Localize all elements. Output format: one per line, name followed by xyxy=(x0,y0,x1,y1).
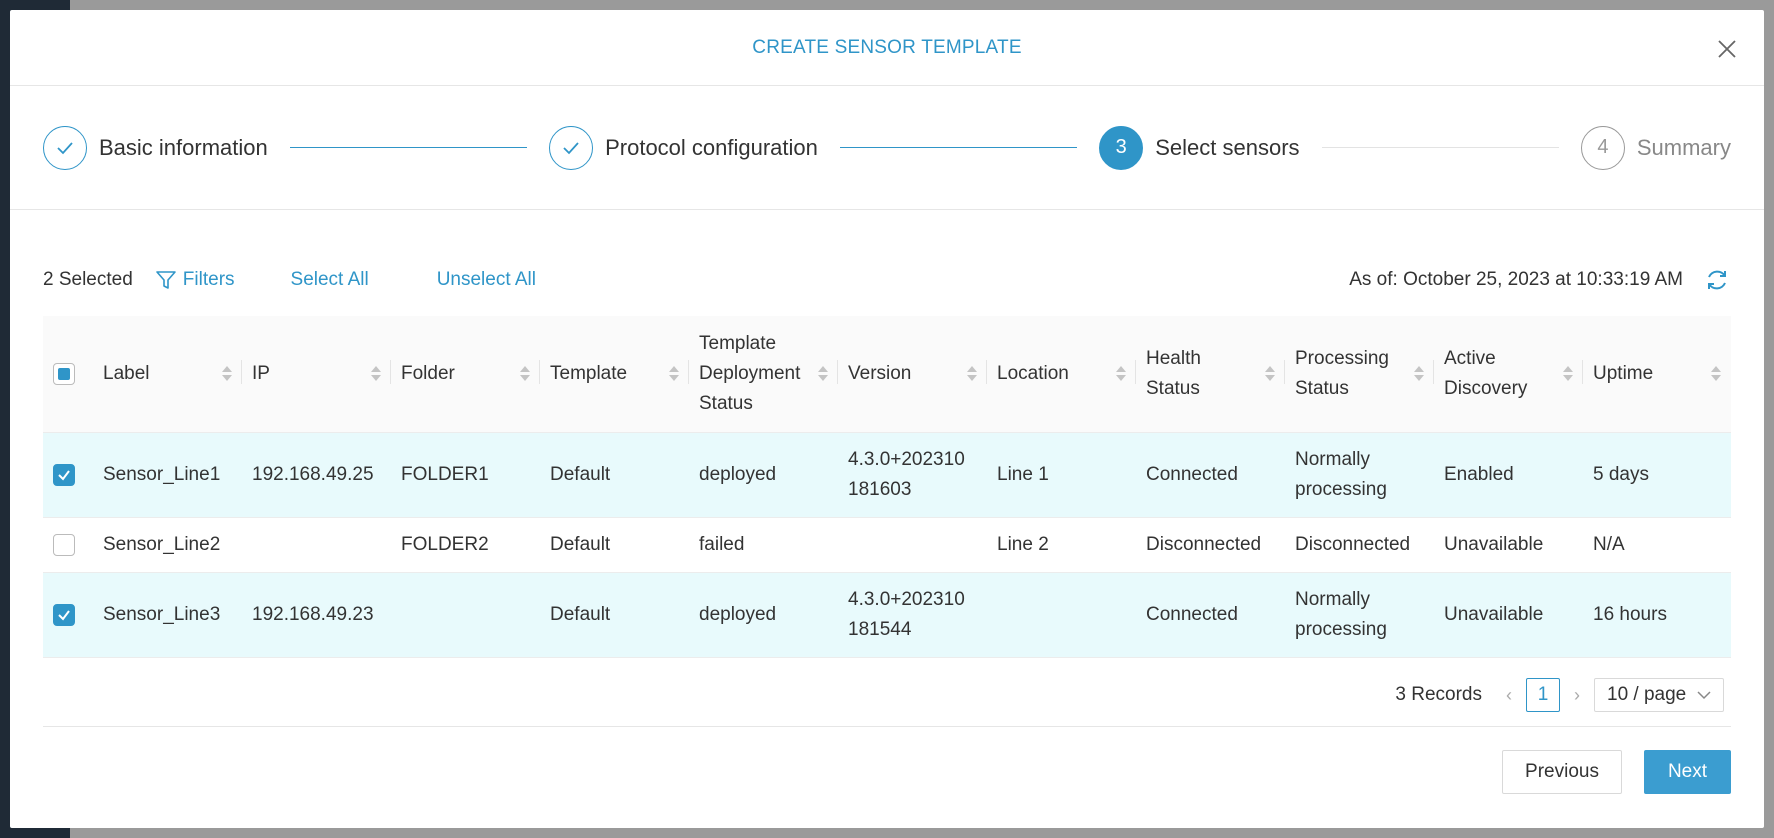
table-row[interactable] xyxy=(43,432,1731,517)
filters-button[interactable] xyxy=(155,269,235,291)
step-connector xyxy=(840,147,1077,149)
footer-divider xyxy=(43,726,1731,727)
column-header-processing-status[interactable]: Processing Status xyxy=(1285,316,1434,432)
cell-label: Sensor_Line3 xyxy=(93,572,242,657)
cell-uptime: 5 days xyxy=(1583,432,1731,517)
cell-deployment-status: deployed xyxy=(689,432,838,517)
table-row[interactable] xyxy=(43,517,1731,572)
cell-health-status: Connected xyxy=(1136,432,1285,517)
sort-icon xyxy=(1265,366,1275,381)
cell-location: Line 2 xyxy=(987,517,1136,572)
cell-processing-status: Disconnected xyxy=(1285,517,1434,572)
cell-location xyxy=(987,572,1136,657)
cell-ip: 192.168.49.25 xyxy=(242,432,391,517)
cell-active-discovery: Enabled xyxy=(1434,432,1583,517)
sort-icon xyxy=(669,366,679,381)
sort-icon xyxy=(222,366,232,381)
column-header-folder[interactable]: Folder xyxy=(391,316,540,432)
step-protocol-configuration xyxy=(549,126,818,170)
create-sensor-template-modal xyxy=(10,10,1764,828)
cell-ip xyxy=(242,517,391,572)
selected-count: 2 Selected xyxy=(43,269,133,290)
cell-deployment-status: failed xyxy=(689,517,838,572)
page-size-select[interactable] xyxy=(1594,678,1724,712)
cell-template: Default xyxy=(540,572,689,657)
refresh-button[interactable] xyxy=(1703,266,1731,294)
as-of-timestamp: As of: October 25, 2023 at 10:33:19 AM xyxy=(1349,269,1683,290)
cell-template: Default xyxy=(540,432,689,517)
previous-button[interactable]: Previous xyxy=(1502,750,1622,794)
cell-processing-status: Normally processing xyxy=(1285,572,1434,657)
close-icon xyxy=(1717,39,1737,59)
step-label: Protocol configuration xyxy=(605,134,818,160)
step-summary xyxy=(1581,126,1731,170)
pagination xyxy=(1395,678,1724,712)
stepper xyxy=(10,86,1764,210)
header-checkbox-cell xyxy=(43,316,93,432)
sort-icon xyxy=(1116,366,1126,381)
page-number-button[interactable]: 1 xyxy=(1526,678,1560,712)
modal-header xyxy=(10,10,1764,86)
check-icon xyxy=(56,607,72,623)
step-label: Basic information xyxy=(99,134,268,160)
cell-folder: FOLDER1 xyxy=(391,432,540,517)
row-checkbox[interactable] xyxy=(53,534,75,556)
step-connector xyxy=(290,147,527,149)
table-row[interactable] xyxy=(43,572,1731,657)
cell-location: Line 1 xyxy=(987,432,1136,517)
sort-icon xyxy=(371,366,381,381)
chevron-down-icon xyxy=(1697,690,1711,700)
sort-icon xyxy=(818,366,828,381)
filter-icon xyxy=(155,269,177,291)
row-checkbox[interactable] xyxy=(53,464,75,486)
cell-ip: 192.168.49.23 xyxy=(242,572,391,657)
next-page-chevron-right-icon[interactable]: › xyxy=(1574,684,1580,705)
table-toolbar xyxy=(43,260,1731,300)
column-header-health-status[interactable]: Health Status xyxy=(1136,316,1285,432)
step-select-sensors xyxy=(1099,126,1299,170)
modal-title: CREATE SENSOR TEMPLATE xyxy=(752,36,1022,58)
sort-icon xyxy=(1563,366,1573,381)
step-number: 3 xyxy=(1099,126,1143,170)
cell-label: Sensor_Line1 xyxy=(93,432,242,517)
cell-version: 4.3.0+202310 181603 xyxy=(838,432,987,517)
close-button[interactable] xyxy=(1710,32,1744,66)
column-header-location[interactable]: Location xyxy=(987,316,1136,432)
refresh-icon xyxy=(1704,267,1730,293)
step-label: Select sensors xyxy=(1155,134,1300,160)
column-header-deployment-status[interactable]: Template Deployment Status xyxy=(689,316,838,432)
column-header-ip[interactable]: IP xyxy=(242,316,391,432)
table-header-row xyxy=(43,316,1731,432)
sort-icon xyxy=(967,366,977,381)
step-number: 4 xyxy=(1581,126,1625,170)
step-2-check-icon xyxy=(549,126,593,170)
cell-active-discovery: Unavailable xyxy=(1434,517,1583,572)
filters-label: Filters xyxy=(182,269,235,290)
unselect-all-button[interactable]: Unselect All xyxy=(436,269,536,290)
sort-icon xyxy=(1711,366,1721,381)
column-header-uptime[interactable]: Uptime xyxy=(1583,316,1731,432)
prev-page-chevron-left-icon[interactable]: ‹ xyxy=(1506,684,1512,705)
sensors-table xyxy=(43,316,1731,658)
sort-icon xyxy=(1414,366,1424,381)
step-label: Summary xyxy=(1636,134,1731,160)
records-count: 3 Records xyxy=(1395,684,1482,705)
page-size-value: 10 / page xyxy=(1607,684,1687,705)
cell-deployment-status: deployed xyxy=(689,572,838,657)
cell-uptime: 16 hours xyxy=(1583,572,1731,657)
cell-health-status: Connected xyxy=(1136,572,1285,657)
cell-folder: FOLDER2 xyxy=(391,517,540,572)
cell-health-status: Disconnected xyxy=(1136,517,1285,572)
indeterminate-icon xyxy=(58,368,70,380)
cell-uptime: N/A xyxy=(1583,517,1731,572)
sort-icon xyxy=(520,366,530,381)
cell-active-discovery: Unavailable xyxy=(1434,572,1583,657)
column-header-label[interactable]: Label xyxy=(93,316,242,432)
cell-version xyxy=(838,517,987,572)
next-button[interactable]: Next xyxy=(1644,750,1731,794)
column-header-version[interactable]: Version xyxy=(838,316,987,432)
cell-processing-status: Normally processing xyxy=(1285,432,1434,517)
cell-folder xyxy=(391,572,540,657)
step-basic-information xyxy=(43,126,268,170)
cell-label: Sensor_Line2 xyxy=(93,517,242,572)
column-header-template[interactable]: Template xyxy=(540,316,689,432)
column-header-active-discovery[interactable]: Active Discovery xyxy=(1434,316,1583,432)
check-icon xyxy=(56,467,72,483)
step-connector xyxy=(1322,147,1559,149)
step-1-check-icon xyxy=(43,126,87,170)
select-all-button[interactable]: Select All xyxy=(290,269,369,290)
cell-template: Default xyxy=(540,517,689,572)
cell-version: 4.3.0+202310 181544 xyxy=(838,572,987,657)
select-all-checkbox[interactable] xyxy=(53,363,75,385)
row-checkbox[interactable] xyxy=(53,604,75,626)
